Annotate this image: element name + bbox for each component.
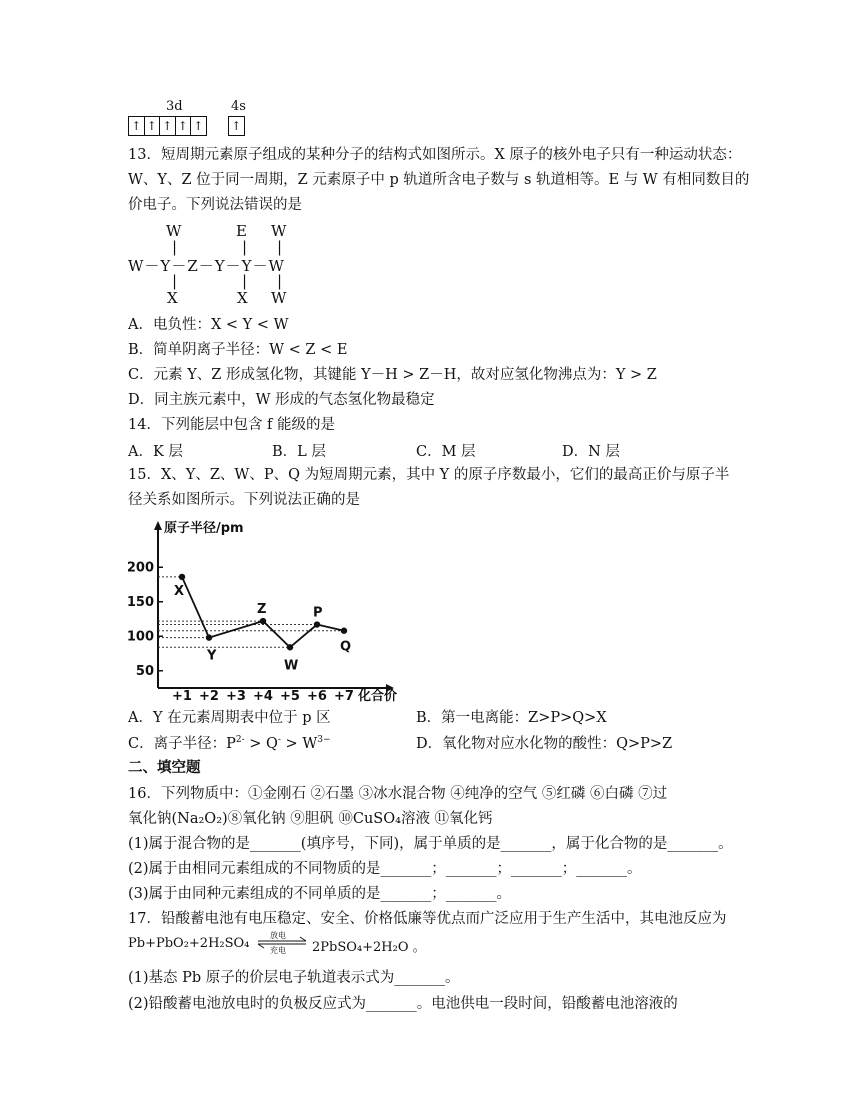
q14-stem: 14．下列能层中包含 f 能级的是 [128,417,336,433]
atom-top-3: W [271,222,287,240]
q17-part1: (1)基态 Pb 原子的价层电子轨道表示式为_______。 [128,970,460,986]
y-tick-label: 50 [135,663,154,679]
data-point [206,634,212,640]
orbital-box: ↑ [129,117,145,135]
q16-part3: (3)属于由同种元素组成的不同单质的是_______；_______。 [128,886,512,902]
q13-line3: 价电子。下列说法错误的是 [128,197,302,213]
point-label: P [313,605,323,621]
x-tick-label: +4 [253,689,273,703]
y-tick-label: 150 [128,594,154,610]
arrow-label-bottom: 充电 [270,946,286,955]
point-label: Y [207,648,217,664]
orbital-boxes-3d [128,116,207,136]
bond-vertical: | [242,238,248,256]
atom-bottom-2: X [237,289,248,307]
atom-bottom-3: W [271,289,287,307]
y-tick-label: 100 [128,629,154,645]
q13-option-c: C．元素 Y、Z 形成氢化物，其键能 Y－H > Z－H，故对应氢化物沸点为：Y > Z [128,367,657,383]
label-4s: 4s [231,99,246,114]
point-label: Q [340,639,352,655]
atom-bottom-1: X [167,289,178,307]
reaction-arrows [256,931,308,955]
data-point [260,618,266,624]
opt-c-text: > W [280,736,318,752]
data-point [341,628,347,634]
orbital-box: ↑ [145,117,161,135]
bond-vertical: | [172,272,178,290]
orbital-box: ↑ [160,117,176,135]
q14-option-a: A．K 层 [128,444,183,460]
q15-option-a: A．Y 在元素周期表中位于 p 区 [128,710,331,726]
charge-sup: 2- [235,735,245,746]
atom-top-2: E [236,222,247,240]
q16-line2: 氧化钠(Na₂O₂)⑧氧化钠 ⑨胆矾 ⑩CuSO₄溶液 ⑪氧化钙 [128,811,493,827]
main-chain: W－Y－Z－Y－Y－W [128,257,285,275]
x-axis-label: 化合价 [358,689,398,703]
q14-option-c: C．M 层 [416,444,476,460]
equation-left: Pb+PbO₂+2H₂SO₄ [128,936,250,951]
q17-part2: (2)铅酸蓄电池放电时的负极反应式为_______。电池供电一段时间，铅酸蓄电池溶液的 [128,996,678,1012]
x-tick-label: +2 [199,689,219,703]
q15-option-c [128,732,331,753]
orbital-box: ↑ [231,119,242,133]
equation-right: 2PbSO₄+2H₂O 。 [312,940,426,955]
orbital-boxes-4s [228,116,245,136]
charge-sup: 3− [317,735,331,746]
q15-option-b: B．第一电离能：Z>P>Q>X [416,710,607,726]
opt-c-text: C．离子半径：P [128,736,236,752]
q15-line1: 15．X、Y、Z、W、P、Q 为短周期元素，其中 Y 的原子序数最小，它们的最高正价与原子半 [128,467,730,483]
q13-line1: 13．短周期元素原子组成的某种分子的结构式如图所示。X 原子的核外电子只有一种运动状态： [128,147,742,163]
section-title: 二、填空题 [128,760,201,776]
bond-vertical: | [242,272,248,290]
data-point [179,574,185,580]
orbital-box: ↑ [176,117,192,135]
label-3d: 3d [166,99,183,114]
x-tick-label: +5 [280,689,300,703]
atom-top-1: W [166,222,182,240]
point-label: Z [257,602,267,618]
y-tick-label: 200 [128,560,154,576]
x-tick-label: +1 [172,689,192,703]
x-tick-label: +6 [307,689,327,703]
orbital-box: ↑ [193,119,204,133]
data-point [314,621,320,627]
point-label: W [284,658,299,674]
q15-line2: 径关系如图所示。下列说法正确的是 [128,492,360,508]
chart-svg [128,518,408,703]
bond-vertical: | [172,238,178,256]
q16-line1: 16．下列物质中：①金刚石 ②石墨 ③冰水混合物 ④纯净的空气 ⑤红磷 ⑥白磷 ⑦过 [128,786,668,802]
opt-c-text: > Q [244,736,278,752]
x-tick-label: +7 [334,689,354,703]
radius-valence-chart [128,518,408,703]
q13-option-a: A．电负性：X < Y < W [128,317,289,333]
structural-formula [128,222,338,310]
q15-option-d: D．氧化物对应水化物的酸性：Q>P>Z [416,736,673,752]
y-axis-arrow-icon [154,521,162,530]
data-point [287,644,293,650]
q17-line1: 17．铅酸蓄电池有电压稳定、安全、价格低廉等优点而广泛应用于生产生活中，其电池反应为 [128,911,727,927]
q16-part1: (1)属于混合物的是_______(填序号，下同)，属于单质的是_______，属于化合物的是_______。 [128,836,733,852]
q14-option-d: D．N 层 [562,444,620,460]
y-axis-label: 原子半径/pm [164,521,244,536]
q16-part2: (2)属于由相同元素组成的不同物质的是_______；_______；_______；_______。 [128,861,642,877]
q14-option-b: B．L 层 [272,444,326,460]
q13-option-d: D．同主族元素中，W 形成的气态氢化物最稳定 [128,392,435,408]
charge-sup: - [277,735,281,746]
q13-option-b: B．简单阴离子半径：W < Z < E [128,342,348,358]
bond-vertical: | [277,272,283,290]
point-label: X [174,583,185,599]
q13-line2: W、Y、Z 位于同一周期，Z 元素原子中 p 轨道所含电子数与 s 轨道相等。E 与 W 有相同数目的 [128,172,750,188]
x-tick-label: +3 [226,689,246,703]
arrow-label-top: 放电 [270,931,286,940]
bond-vertical: | [277,238,283,256]
chart-labels [174,584,351,673]
